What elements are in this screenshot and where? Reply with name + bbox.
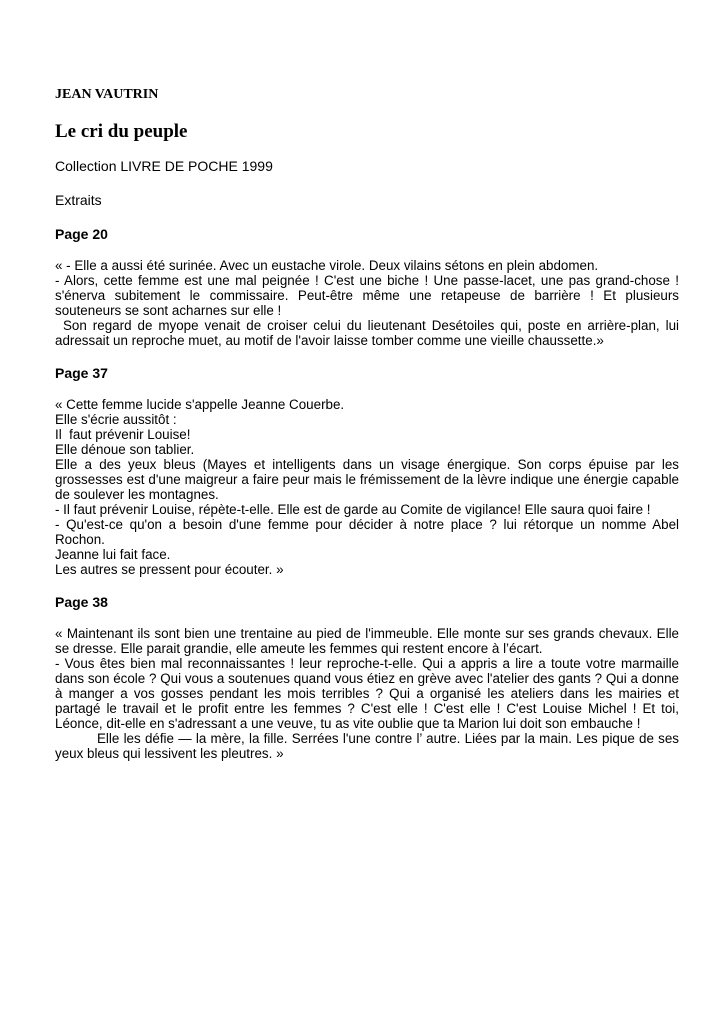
section-heading: Page 38 xyxy=(55,594,108,610)
paragraph: « - Elle a aussi été surinée. Avec un eustache virole. Deux vilains sétons en plein abdomen. xyxy=(55,258,599,273)
passage xyxy=(55,258,679,348)
paragraph: - Vous êtes bien mal reconnaissantes ! leur reproche-t-elle. Qui a appris a lire a toute votre marmaille dans son école ? Qui vous a soutenues quand vous étiez en grève avec l'atelier des gants ? Qui a donne à manger a vos gosses pendant les mois terribles ? Qui a organisé les ateliers dans les mairies et partagé le travail et le profit entre les femmes ? C'est elle ! C'est elle ! C'est Louise Michel ! Et toi, Léonce, dit-elle en s'adressant a une veuve, tu as vite oublie que ta Marion lui doit son embauche ! xyxy=(55,656,679,731)
paragraph: Les autres se pressent pour écouter. » xyxy=(55,562,284,577)
document-page xyxy=(55,86,679,778)
author-name: JEAN VAUTRIN xyxy=(55,87,159,102)
paragraph: - Qu'est-ce qu'on a besoin d'une femme pour décider à notre place ? lui rétorque un nomme Abel Rochon. xyxy=(55,517,679,547)
paragraph: Elle dénoue son tablier. xyxy=(55,442,195,457)
section-heading: Page 37 xyxy=(55,365,108,381)
passage xyxy=(55,626,679,761)
paragraph: Jeanne lui fait face. xyxy=(55,547,171,562)
extracts-label: Extraits xyxy=(55,192,102,208)
paragraph: Elle les défie — la mère, la fille. Serrées l'une contre l’ autre. Liées par la main. Les pique de ses yeux bleus qui lessivent les pleutres. » xyxy=(55,731,679,761)
paragraph: « Cette femme lucide s'appelle Jeanne Couerbe. xyxy=(55,397,345,412)
section-page-37 xyxy=(55,365,679,577)
book-title: Le cri du peuple xyxy=(55,121,188,142)
paragraph: Il faut prévenir Louise! xyxy=(55,427,191,442)
paragraph: Elle s'écrie aussitôt : xyxy=(55,412,177,427)
paragraph: - Alors, cette femme est une mal peignée ! C'est une biche ! Une passe-lacet, une pas grand-chose ! s'énerva subitement le commissaire. Peut-être même une retapeuse de barrière ! Et plusieurs souteneurs se sont acharnes sur elle ! xyxy=(55,273,679,318)
paragraph: Elle a des yeux bleus (Mayes et intelligents dans un visage énergique. Son corps épuise par les grossesses est d'une maigreur a faire peur mais le frémissement de la lèvre indique une énergie capable de soulever les montagnes. xyxy=(55,457,679,502)
section-page-20 xyxy=(55,226,679,348)
section-page-38 xyxy=(55,594,679,761)
paragraph: - Il faut prévenir Louise, répète-t-elle. Elle est de garde au Comite de vigilance! Elle saura quoi faire ! xyxy=(55,502,651,517)
passage xyxy=(55,397,679,577)
section-heading: Page 20 xyxy=(55,226,108,242)
collection-line: Collection LIVRE DE POCHE 1999 xyxy=(55,158,273,174)
paragraph: « Maintenant ils sont bien une trentaine au pied de l'immeuble. Elle monte sur ses grands chevaux. Elle se dresse. Elle parait grandie, elle ameute les femmes qui restent encore à l’écart. xyxy=(55,626,679,656)
paragraph: Son regard de myope venait de croiser celui du lieutenant Desétoiles qui, poste en arrière-plan, lui adressait un reproche muet, au motif de l'avoir laisse tomber comme une vieille chaussette.» xyxy=(55,318,679,348)
